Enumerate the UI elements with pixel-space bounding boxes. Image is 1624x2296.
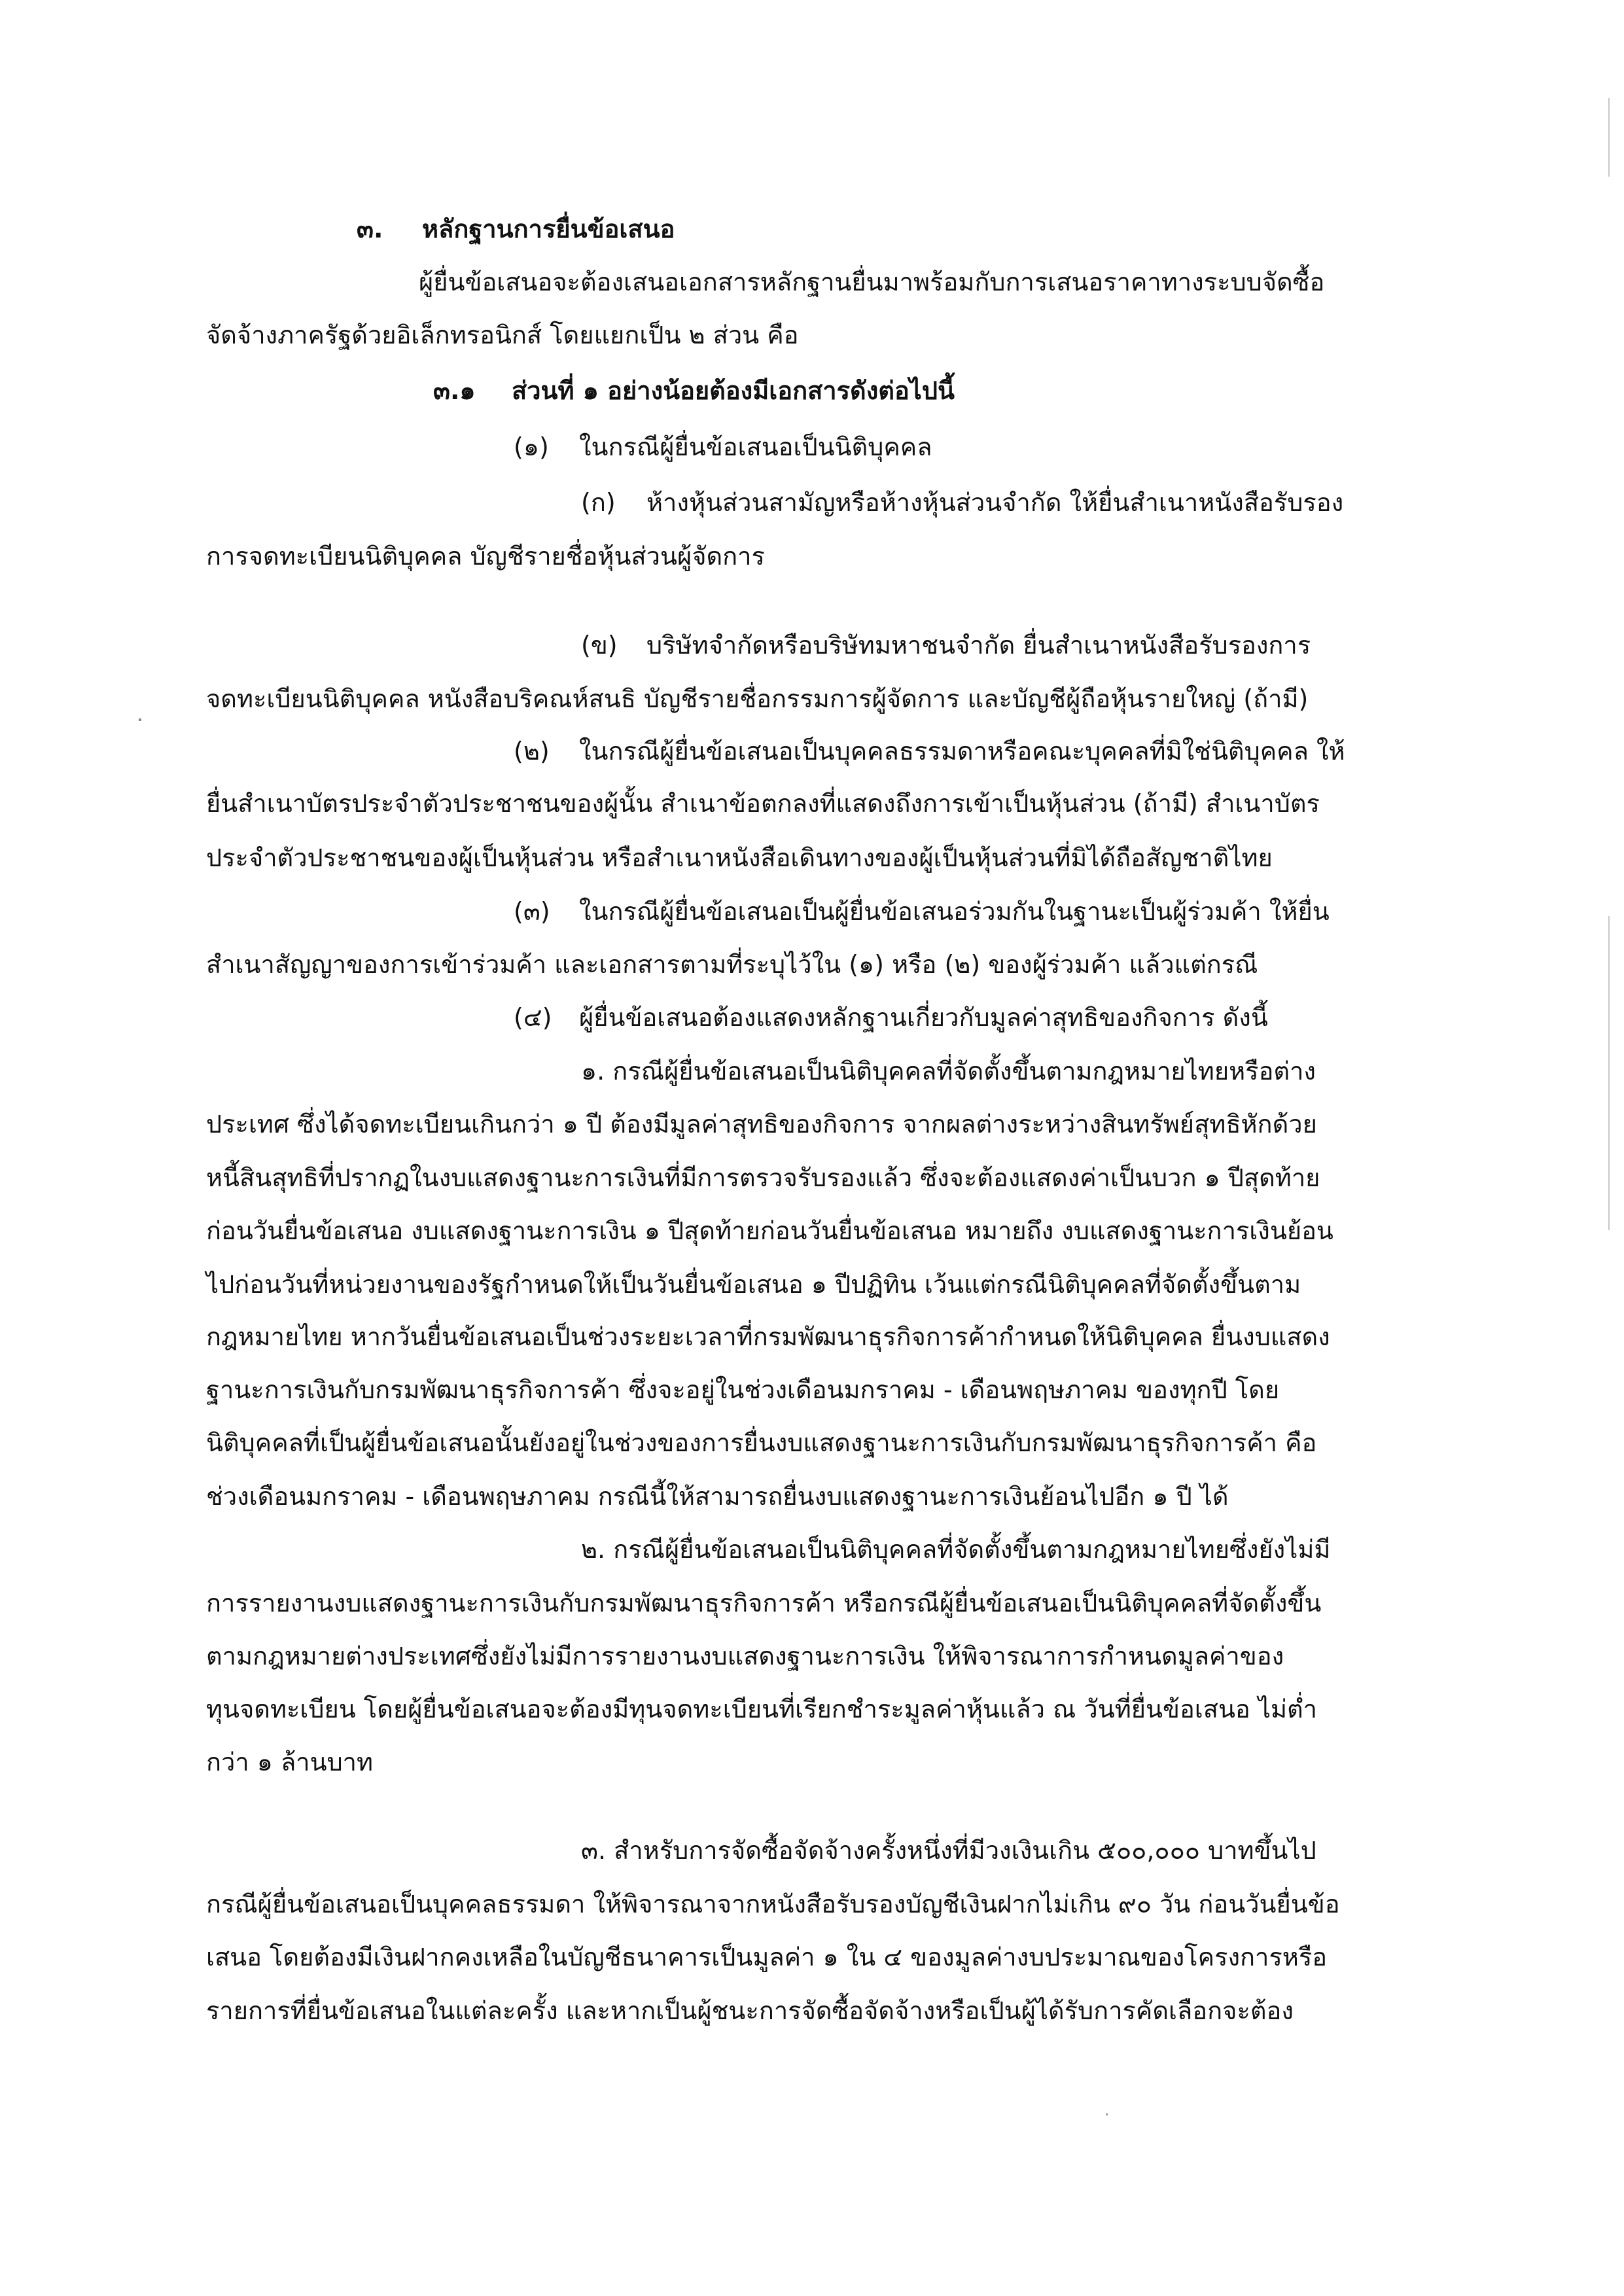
- item-4-p2-line-3: ตามกฎหมายต่างประเทศซึ่งยังไม่มีการรายงานงบแสดงฐานะการเงิน ให้พิจารณาการกำหนดมูลค่าของ: [206, 1642, 1284, 1670]
- item-4-p3-line-3: เสนอ โดยต้องมีเงินฝากคงเหลือในบัญชีธนาคารเป็นมูลค่า ๑ ใน ๔ ของมูลค่างบประมาณของโครงการหรือ: [206, 1943, 1328, 1971]
- item-4-p3-line-4: รายการที่ยื่นข้อเสนอในแต่ละครั้ง และหากเป็นผู้ชนะการจัดซื้อจัดจ้างหรือเป็นผู้ได้รับการคัดเลือกจะต้อง: [206, 1996, 1294, 2025]
- section-heading: [357, 211, 675, 247]
- item-3-number: (๓): [514, 897, 550, 926]
- item-4-p1-line-2: ประเทศ ซึ่งได้จดทะเบียนเกินกว่า ๑ ปี ต้องมีมูลค่าสุทธิของกิจการ จากผลต่างระหว่างสินทรัพย์สุทธิหักด้วย: [206, 1110, 1317, 1139]
- item-4-p1-line-8: นิติบุคคลที่เป็นผู้ยื่นข้อเสนอนั้นยังอยู่ในช่วงของการยื่นงบแสดงฐานะการเงินกับกรมพัฒนาธุรกิจการค้า คือ: [206, 1428, 1317, 1457]
- item-4-p1-line-1: ๑. กรณีผู้ยื่นข้อเสนอเป็นนิติบุคคลที่จัดตั้งขึ้นตามกฎหมายไทยหรือต่าง: [581, 1057, 1316, 1086]
- scan-edge-mark: [1608, 916, 1610, 1230]
- item-4-p2-line-1: ๒. กรณีผู้ยื่นข้อเสนอเป็นนิติบุคคลที่จัดตั้งขึ้นตามกฎหมายไทยซึ่งยังไม่มี: [581, 1535, 1331, 1564]
- item-4-p2-line-4: ทุนจดทะเบียน โดยผู้ยื่นข้อเสนอจะต้องมีทุนจดทะเบียนที่เรียกชำระมูลค่าหุ้นแล้ว ณ วันที่ยื่นข้อเสนอ ไม่ต่ำ: [206, 1695, 1318, 1723]
- item-4-p2-line-5: กว่า ๑ ล้านบาท: [206, 1748, 374, 1776]
- section-title: หลักฐานการยื่นข้อเสนอ: [422, 215, 675, 243]
- item-1-number: (๑): [514, 433, 549, 461]
- item-2: [514, 733, 1345, 769]
- item-4-p3-line-1: ๓. สำหรับการจัดซื้อจัดจ้างครั้งหนึ่งที่มีวงเงินเกิน ๕๐๐,๐๐๐ บาทขึ้นไป: [581, 1836, 1316, 1865]
- item-4-p3-line-2: กรณีผู้ยื่นข้อเสนอเป็นบุคคลธรรมดา ให้พิจารณาจากหนังสือรับรองบัญชีเงินฝากไม่เกิน ๙๐ วัน ก่อนวันยื่นข้อ: [206, 1890, 1340, 1918]
- item-2-line-1: ในกรณีผู้ยื่นข้อเสนอเป็นบุคคลธรรมดาหรือคณะบุคคลที่มิใช่นิติบุคคล ให้: [579, 737, 1345, 766]
- item-4-p1-line-3: หนี้สินสุทธิที่ปรากฏในงบแสดงฐานะการเงินที่มีการตรวจรับรองแล้ว ซึ่งจะต้องแสดงค่าเป็นบวก ๑ ปีสุดท้าย: [206, 1163, 1320, 1192]
- item-4-p1-line-5: ไปก่อนวันที่หน่วยงานของรัฐกำหนดให้เป็นวันยื่นข้อเสนอ ๑ ปีปฏิทิน เว้นแต่กรณีนิติบุคคลที่จัดตั้งขึ้นตาม: [206, 1270, 1301, 1299]
- item-2-number: (๒): [514, 737, 550, 766]
- item-4-p2-line-2: การรายงานงบแสดงฐานะการเงินกับกรมพัฒนาธุรกิจการค้า หรือกรณีผู้ยื่นข้อเสนอเป็นนิติบุคคลที่จัดตั้งขึ้น: [206, 1589, 1322, 1617]
- subsection-number: ๓.๑: [433, 376, 476, 405]
- item-4-text: ผู้ยื่นข้อเสนอต้องแสดงหลักฐานเกี่ยวกับมูลค่าสุทธิของกิจการ ดังนี้: [579, 1003, 1268, 1032]
- scan-dot: [139, 718, 141, 721]
- item-4-p1-line-7: ฐานะการเงินกับกรมพัฒนาธุรกิจการค้า ซึ่งจะอยู่ในช่วงเดือนมกราคม - เดือนพฤษภาคม ของทุกปี โดย: [206, 1375, 1280, 1404]
- intro-line-1: ผู้ยื่นข้อเสนอจะต้องเสนอเอกสารหลักฐานยื่นมาพร้อมกับการเสนอราคาทางระบบจัดซื้อ: [419, 268, 1325, 296]
- item-3-line-1: ในกรณีผู้ยื่นข้อเสนอเป็นผู้ยื่นข้อเสนอร่วมกันในฐานะเป็นผู้ร่วมค้า ให้ยื่น: [579, 897, 1330, 926]
- item-1b-line-1: บริษัทจำกัดหรือบริษัทมหาชนจำกัด ยื่นสำเนาหนังสือรับรองการ: [646, 631, 1311, 660]
- item-1a-line-2: การจดทะเบียนนิติบุคคล บัญชีรายชื่อหุ้นส่วนผู้จัดการ: [206, 542, 765, 571]
- item-3: [514, 893, 1330, 930]
- item-1a-line-1: ห้างหุ้นส่วนสามัญหรือห้างหุ้นส่วนจำกัด ให้ยื่นสำเนาหนังสือรับรอง: [646, 488, 1344, 517]
- item-1: [514, 429, 932, 465]
- subsection-heading: [433, 372, 955, 409]
- item-4-p1-line-9: ช่วงเดือนมกราคม - เดือนพฤษภาคม กรณีนี้ให้สามารถยื่นงบแสดงฐานะการเงินย้อนไปอีก ๑ ปี ได้: [206, 1482, 1229, 1511]
- subsection-title: ส่วนที่ ๑ อย่างน้อยต้องมีเอกสารดังต่อไปนี้: [512, 376, 955, 405]
- section-number: ๓.: [357, 215, 383, 243]
- item-4-number: (๔): [514, 1003, 552, 1032]
- item-4-p1-line-4: ก่อนวันยื่นข้อเสนอ งบแสดงฐานะการเงิน ๑ ปีสุดท้ายก่อนวันยื่นข้อเสนอ หมายถึง งบแสดงฐานะการเงินย้อน: [206, 1216, 1333, 1245]
- item-1b-number: (ข): [581, 631, 618, 660]
- item-2-line-3: ประจำตัวประชาชนของผู้เป็นหุ้นส่วน หรือสำเนาหนังสือเดินทางของผู้เป็นหุ้นส่วนที่มิได้ถือสัญชาติไทย: [206, 843, 1273, 872]
- item-1-text: ในกรณีผู้ยื่นข้อเสนอเป็นนิติบุคคล: [579, 433, 932, 461]
- scan-dot: [1106, 2113, 1108, 2115]
- intro-line-2: จัดจ้างภาครัฐด้วยอิเล็กทรอนิกส์ โดยแยกเป็น ๒ ส่วน คือ: [206, 321, 799, 349]
- item-1b-line-2: จดทะเบียนนิติบุคคล หนังสือบริคณห์สนธิ บัญชีรายชื่อกรรมการผู้จัดการ และบัญชีผู้ถือหุ้นรายใหญ่ (ถ้ามี): [206, 684, 1309, 713]
- item-3-line-2: สำเนาสัญญาของการเข้าร่วมค้า และเอกสารตามที่ระบุไว้ใน (๑) หรือ (๒) ของผู้ร่วมค้า แล้วแต่กรณี: [206, 950, 1258, 979]
- item-1a: [581, 484, 1343, 521]
- item-2-line-2: ยื่นสำเนาบัตรประจำตัวประชาชนของผู้นั้น สำเนาข้อตกลงที่แสดงถึงการเข้าเป็นหุ้นส่วน (ถ้ามี) สำเนาบัตร: [206, 789, 1320, 818]
- item-4-p1-line-6: กฎหมายไทย หากวันยื่นข้อเสนอเป็นช่วงระยะเวลาที่กรมพัฒนาธุรกิจการค้ากำหนดให้นิติบุคคล ยื่นงบแสดง: [206, 1322, 1330, 1351]
- item-1b: [581, 627, 1311, 663]
- scan-edge-mark: [1608, 98, 1610, 177]
- item-1a-number: (ก): [581, 488, 616, 517]
- item-4: [514, 999, 1268, 1036]
